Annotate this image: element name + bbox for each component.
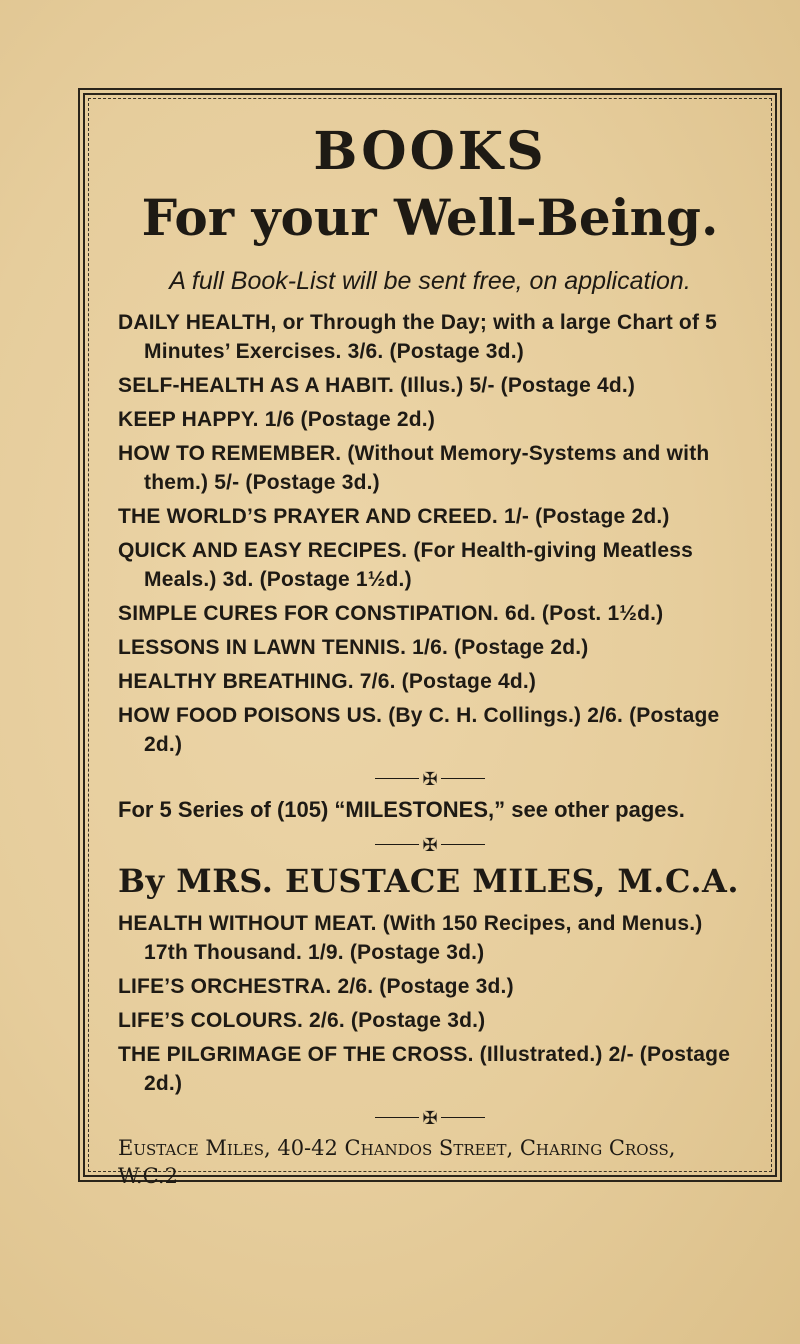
book-entry: SIMPLE CURES FOR CONSTIPATION. 6d. (Post. 1½d.) [118,602,664,625]
book-entry: DAILY HEALTH, or Through the Day; with a large Chart of 5 Minutes’ Exercises. 3/6. (Postage 3d.) [118,311,718,363]
page-subtitle: For your Well-Being. [141,188,719,247]
section-divider [118,767,742,789]
author-book-entry: LIFE’S ORCHESTRA. 2/6. (Postage 3d.) [118,974,514,998]
section-divider [118,1106,742,1128]
author-book-entry: THE PILGRIMAGE OF THE CROSS. (Illustrated.) 2/- (Postage 2d.) [118,1042,731,1095]
book-entry: LESSONS IN LAWN TENNIS. 1/6. (Postage 2d.) [118,636,589,659]
author-heading: By MRS. EUSTACE MILES, M.C.A. [118,861,739,900]
book-list [118,308,742,759]
book-entry: HOW FOOD POISONS US. (By C. H. Collings.) 2/6. (Postage 2d.) [118,704,720,756]
book-entry: KEEP HAPPY. 1/6 (Postage 2d.) [118,408,436,431]
series-note: For 5 Series of (105) “MILESTONES,” see other pages. [118,796,685,822]
author-book-entry: HEALTH WITHOUT MEAT. (With 150 Recipes, and Menus.) 17th Thousand. 1/9. (Postage 3d.) [118,911,703,964]
book-entry: HOW TO REMEMBER. (Without Memory-Systems and with them.) 5/- (Postage 3d.) [118,442,710,494]
book-entry: SELF-HEALTH AS A HABIT. (Illus.) 5/- (Postage 4d.) [118,374,636,397]
section-divider [118,833,742,855]
advert-content [118,108,742,1190]
cross-ornament-icon: ✠ [422,768,438,789]
author-book-list [118,909,742,1098]
publisher-address: Eustace Miles, 40-42 Chandos Street, Charing Cross, W.C.2 [118,1135,676,1188]
page-title: BOOKS [313,121,547,182]
book-entry: HEALTHY BREATHING. 7/6. (Postage 4d.) [118,670,537,693]
author-book-entry: LIFE’S COLOURS. 2/6. (Postage 3d.) [118,1008,486,1032]
booklist-note: A full Book-List will be sent free, on application. [169,267,691,295]
book-entry: QUICK AND EASY RECIPES. (For Health-giving Meatless Meals.) 3d. (Postage 1½d.) [118,539,693,591]
cross-ornament-icon: ✠ [422,834,438,855]
book-entry: THE WORLD’S PRAYER AND CREED. 1/- (Postage 2d.) [118,505,670,528]
cross-ornament-icon: ✠ [422,1107,438,1128]
